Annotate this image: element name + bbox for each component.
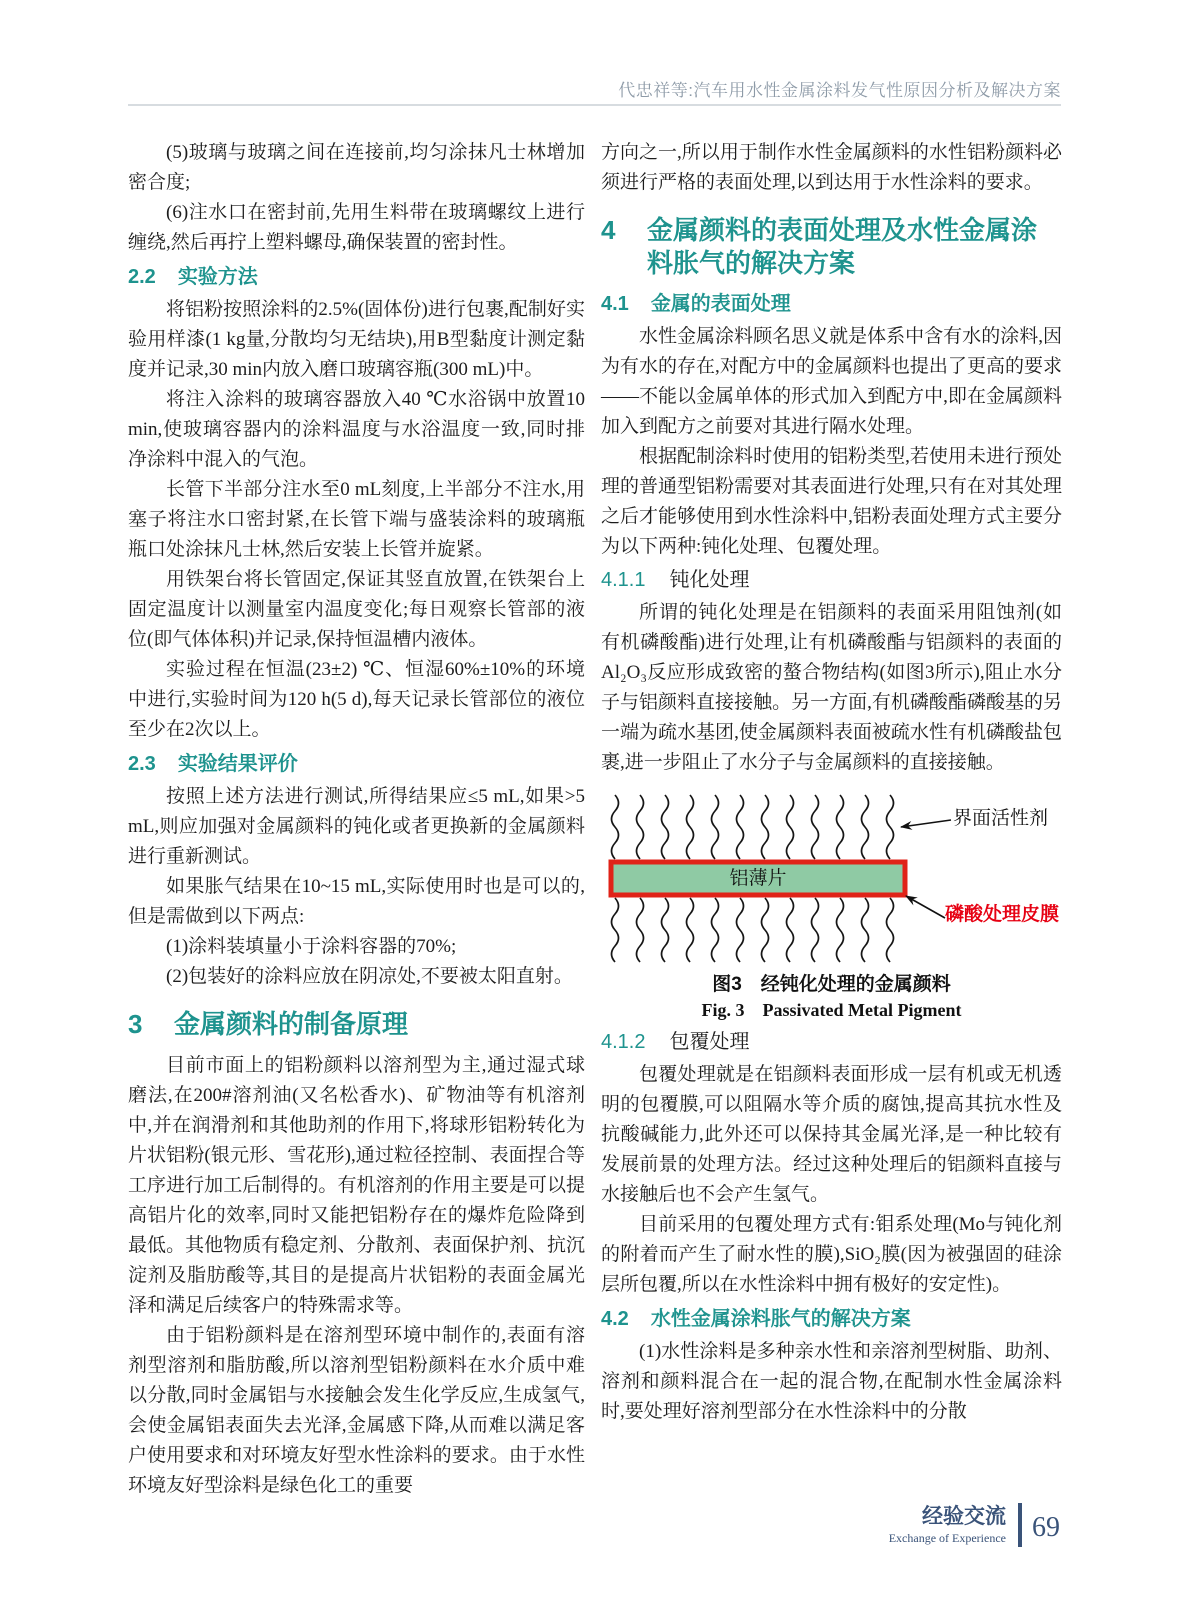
paragraph: 目前市面上的铝粉颜料以溶剂型为主,通过湿式球磨法,在200#溶剂油(又名松香水)、矿物油等有机溶剂中,并在润滑剂和其他助剂的作用下,将球形铝粉转化为片状铝粉(银元形、雪花形),通过粒径控制、表面捏合等工序进行加工后制得的。有机溶剂的作用主要是可以提高铝片化的效率,同时又能把铝粉存在的爆炸危险降到最低。其他物质有稳定剂、分散剂、表面保护剂、抗沉淀剂及脂肪酸等,其目的是提高片状铝粉的表面金属光泽和满足后续客户的特殊需求等。 (128, 1055, 585, 1316)
heading-title: 包覆处理 (669, 1031, 750, 1053)
paragraph: 长管下半部分注水至0 mL刻度,上半部分不注水,用塞子将注水口密封紧,在长管下端与盛装涂料的玻璃瓶瓶口处涂抹凡士林,然后安装上长管并旋紧。 (128, 479, 585, 560)
header-rule (128, 104, 1061, 106)
paragraph: 水性金属涂料顾名思义就是体系中含有水的涂料,因为有水的存在,对配方中的金属颜料也提出了更高的要求——不能以金属单体的形式加入到配方中,即在金属颜料加入到配方之前要对其进行隔水处理。 (601, 326, 1062, 437)
section-name-cn: 经验交流 (922, 1504, 1006, 1528)
heading-section-3 (128, 1008, 585, 1041)
paragraph: 所谓的钝化处理是在铝颜料的表面采用阻蚀剂(如有机磷酸酯)进行处理,让有机磷酸酯与铝颜料的表面的Al₂O₃反应形成致密的螯合物结构(如图3所示),阻止水分子与铝颜料直接接触。另一方面,有机磷酸酯磷酸基的另一端为疏水基团,使金属颜料表面被疏水性有机磷酸盐包裹,进一步阻止了水分子与金属颜料的直接接触。 (601, 602, 1062, 773)
heading-section-4 (601, 214, 1062, 280)
wavy-surfactant-lines-top (612, 795, 894, 859)
paragraph: (6)注水口在密封前,先用生料带在玻璃螺纹上进行缠绕,然后再拧上塑料螺母,确保装置的密封性。 (128, 202, 585, 253)
heading-title: 金属颜料的制备原理 (174, 1009, 409, 1039)
heading-title: 水性金属涂料胀气的解决方案 (650, 1308, 911, 1330)
heading-title: 金属的表面处理 (650, 293, 791, 315)
figure-3 (601, 792, 1062, 1022)
heading-number: 4.1.1 (601, 569, 646, 591)
heading-number: 4 (601, 215, 616, 245)
heading-number: 2.3 (128, 753, 156, 775)
surfactant-arrow (901, 820, 951, 827)
phosphate-film-label: 磷酸处理皮膜 (945, 904, 1060, 925)
paragraph: 按照上述方法进行测试,所得结果应≤5 mL,如果>5 mL,则应加强对金属颜料的钝化或者更换新的金属颜料进行重新测试。 (128, 786, 585, 867)
page-number: 69 (1032, 1512, 1060, 1543)
heading-number: 4.1.2 (601, 1031, 646, 1053)
heading-2-3 (128, 750, 585, 778)
paragraph: 方向之一,所以用于制作水性金属颜料的水性铝粉颜料必须进行严格的表面处理,以到达用于水性涂料的要求。 (601, 142, 1062, 193)
running-title: 代忠祥等:汽车用水性金属涂料发气性原因分析及解决方案 (618, 81, 1061, 100)
surfactant-label: 界面活性剂 (953, 808, 1049, 829)
paragraph: 将注入涂料的玻璃容器放入40 ℃水浴锅中放置10 min,使玻璃容器内的涂料温度与水浴温度一致,同时排净涂料中混入的气泡。 (128, 389, 585, 470)
aluminum-flake-label: 铝薄片 (729, 867, 787, 889)
heading-title: 钝化处理 (669, 569, 750, 591)
paragraph: (2)包装好的涂料应放在阴凉处,不要被太阳直射。 (166, 966, 573, 987)
heading-title: 实验结果评价 (177, 753, 298, 775)
paragraph: 目前采用的包覆处理方式有:钼系处理(Mo与钝化剂的附着而产生了耐水性的膜),SiO₂膜(因为被强固的硅涂层所包覆,所以在水性涂料中拥有极好的安定性)。 (601, 1214, 1062, 1295)
heading-4-1-1 (601, 566, 1062, 594)
paragraph: 如果胀气结果在10~15 mL,实际使用时也是可以的,但是需做到以下两点: (128, 876, 585, 927)
footer-divider (1018, 1503, 1022, 1547)
running-head (128, 76, 1061, 101)
paragraph: 用铁架台将长管固定,保证其竖直放置,在铁架台上固定温度计以测量室内温度变化;每日观察长管部的液位(即气体体积)并记录,保持恒温槽内液体。 (128, 569, 585, 650)
paragraph: (5)玻璃与玻璃之间在连接前,均匀涂抹凡士林增加密合度; (128, 142, 585, 193)
paragraph: 实验过程在恒温(23±2) ℃、恒湿60%±10%的环境中进行,实验时间为120 h(5 d),每天记录长管部位的液位至少在2次以上。 (128, 659, 585, 740)
wavy-surfactant-lines-bottom (612, 898, 894, 962)
heading-title: 实验方法 (177, 266, 258, 288)
heading-4-2 (601, 1305, 1062, 1333)
heading-4-1 (601, 290, 1062, 318)
heading-number: 4.1 (601, 293, 629, 315)
paragraph: 包覆处理就是在铝颜料表面形成一层有机或无机透明的包覆膜,可以阻隔水等介质的腐蚀,提高其抗水性及抗酸碱能力,此外还可以保持其金属光泽,是一种比较有发展前景的处理方法。经过这种处理后的铝颜料直接与水接触后也不会产生氢气。 (601, 1064, 1062, 1205)
heading-number: 3 (128, 1009, 143, 1039)
column-left (128, 138, 585, 1501)
footer-section (889, 1505, 1006, 1546)
page-footer (889, 1503, 1060, 1547)
phosphate-film-arrow (906, 896, 945, 918)
figure-3-graphic (601, 792, 1062, 964)
heading-number: 4.2 (601, 1308, 629, 1330)
paragraph: (1)涂料装填量小于涂料容器的70%; (166, 936, 457, 957)
column-right (601, 138, 1062, 1427)
paragraph: (1)水性涂料是多种亲水性和亲溶剂型树脂、助剂、溶剂和颜料混合在一起的混合物,在配制水性金属涂料时,要处理好溶剂型部分在水性涂料中的分散 (601, 1341, 1062, 1422)
heading-2-2 (128, 263, 585, 291)
paragraph: 根据配制涂料时使用的铝粉类型,若使用未进行预处理的普通型铝粉需要对其表面进行处理,只有在对其处理之后才能够使用到水性涂料中,铝粉表面处理方式主要分为以下两种:钝化处理、包覆处理。 (601, 446, 1062, 557)
figure-3-caption (601, 972, 1062, 1022)
section-name-en: Exchange of Experience (888, 1530, 1006, 1545)
figure-caption-cn: 图3 经钝化处理的金属颜料 (712, 974, 951, 995)
heading-number: 2.2 (128, 266, 156, 288)
paragraph: 由于铝粉颜料是在溶剂型环境中制作的,表面有溶剂型溶剂和脂肪酸,所以溶剂型铝粉颜料在水介质中难以分散,同时金属铝与水接触会发生化学反应,生成氢气,会使金属铝表面失去光泽,金属感下降,从而难以满足客户使用要求和对环境友好型水性涂料的要求。由于水性环境友好型涂料是绿色化工的重要 (128, 1325, 585, 1496)
figure-caption-en: Fig. 3 Passivated Metal Pigment (701, 1000, 962, 1020)
heading-title: 金属颜料的表面处理及水性金属涂料胀气的解决方案 (647, 215, 1038, 278)
heading-4-1-2 (601, 1028, 1062, 1056)
paragraph: 将铝粉按照涂料的2.5%(固体份)进行包裹,配制好实验用样漆(1 kg量,分散均匀无结块),用B型黏度计测定黏度并记录,30 min内放入磨口玻璃容瓶(300 mL)中。 (128, 299, 585, 380)
